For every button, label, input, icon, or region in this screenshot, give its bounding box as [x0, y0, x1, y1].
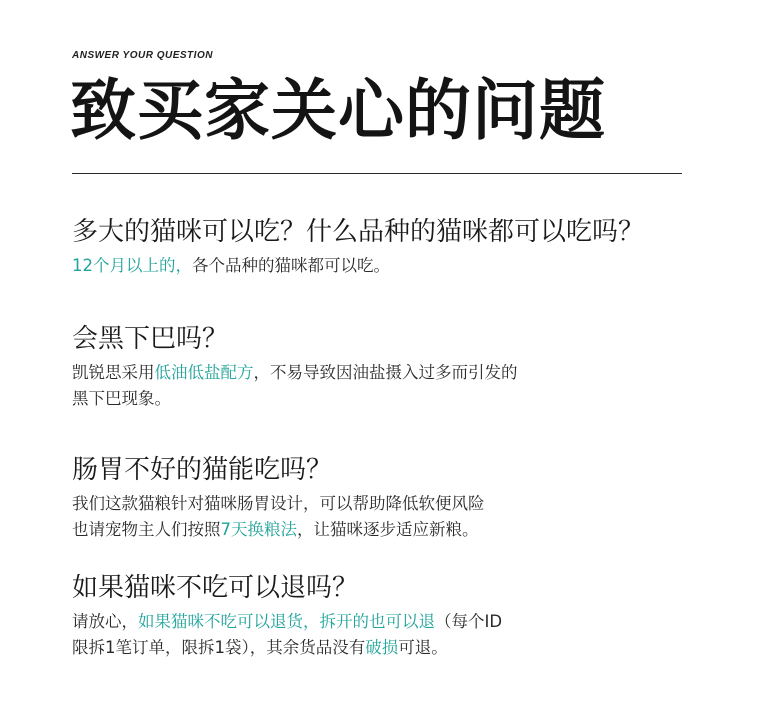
answer-line	[72, 635, 712, 661]
answer-segment: 凯锐思采用	[72, 363, 155, 382]
faq-question: 多大的猫咪可以吃？什么品种的猫咪都可以吃吗？	[72, 217, 645, 247]
answer-segment: 黑下巴现象。	[72, 389, 171, 408]
faq-answer	[72, 360, 712, 412]
answer-segment: 低油低盐配方	[154, 363, 254, 382]
faq-question: 如果猫咪不吃可以退吗？	[72, 573, 359, 603]
answer-segment: 请放心，	[72, 612, 138, 631]
answer-line	[72, 360, 712, 386]
answer-line	[72, 609, 712, 635]
faq-question: 会黑下巴吗？	[72, 324, 229, 354]
answer-segment: 12个月以上的，	[72, 256, 192, 275]
answer-line	[72, 386, 712, 412]
answer-line	[72, 491, 712, 517]
faq-item-3	[72, 453, 712, 543]
answer-segment: 限拆1笔订单，限拆1袋），其余货品没有	[72, 638, 366, 657]
answer-segment: 可退。	[398, 638, 448, 657]
faq-item-4	[72, 571, 712, 661]
answer-segment: 我们这款猫粮针对猫咪肠胃设计，可以帮助降低软便风险	[72, 494, 485, 513]
answer-line	[72, 253, 712, 279]
answer-segment: 7天换粮法	[220, 520, 297, 539]
answer-segment: 如果猫咪不吃可以退货，拆开的也可以退	[138, 612, 435, 631]
answer-segment: （每个ID	[435, 612, 503, 631]
answer-segment: 也请宠物主人们按照	[72, 520, 221, 539]
page-title: 致买家关心的问题	[70, 72, 606, 149]
faq-answer	[72, 253, 712, 279]
faq-answer	[72, 491, 712, 543]
divider	[72, 173, 682, 174]
answer-line	[72, 517, 712, 543]
faq-item-1	[72, 215, 712, 279]
answer-segment: ，不易导致因油盐摄入过多而引发的	[253, 363, 518, 382]
faq-question: 肠胃不好的猫能吃吗？	[72, 455, 333, 485]
answer-segment: 破损	[365, 638, 399, 657]
answer-segment: 各个品种的猫咪都可以吃。	[192, 256, 390, 275]
eyebrow-label: ANSWER YOUR QUESTION	[72, 50, 213, 61]
faq-answer	[72, 609, 712, 661]
faq-item-2	[72, 322, 712, 412]
answer-segment: ，让猫咪逐步适应新粮。	[297, 520, 479, 539]
